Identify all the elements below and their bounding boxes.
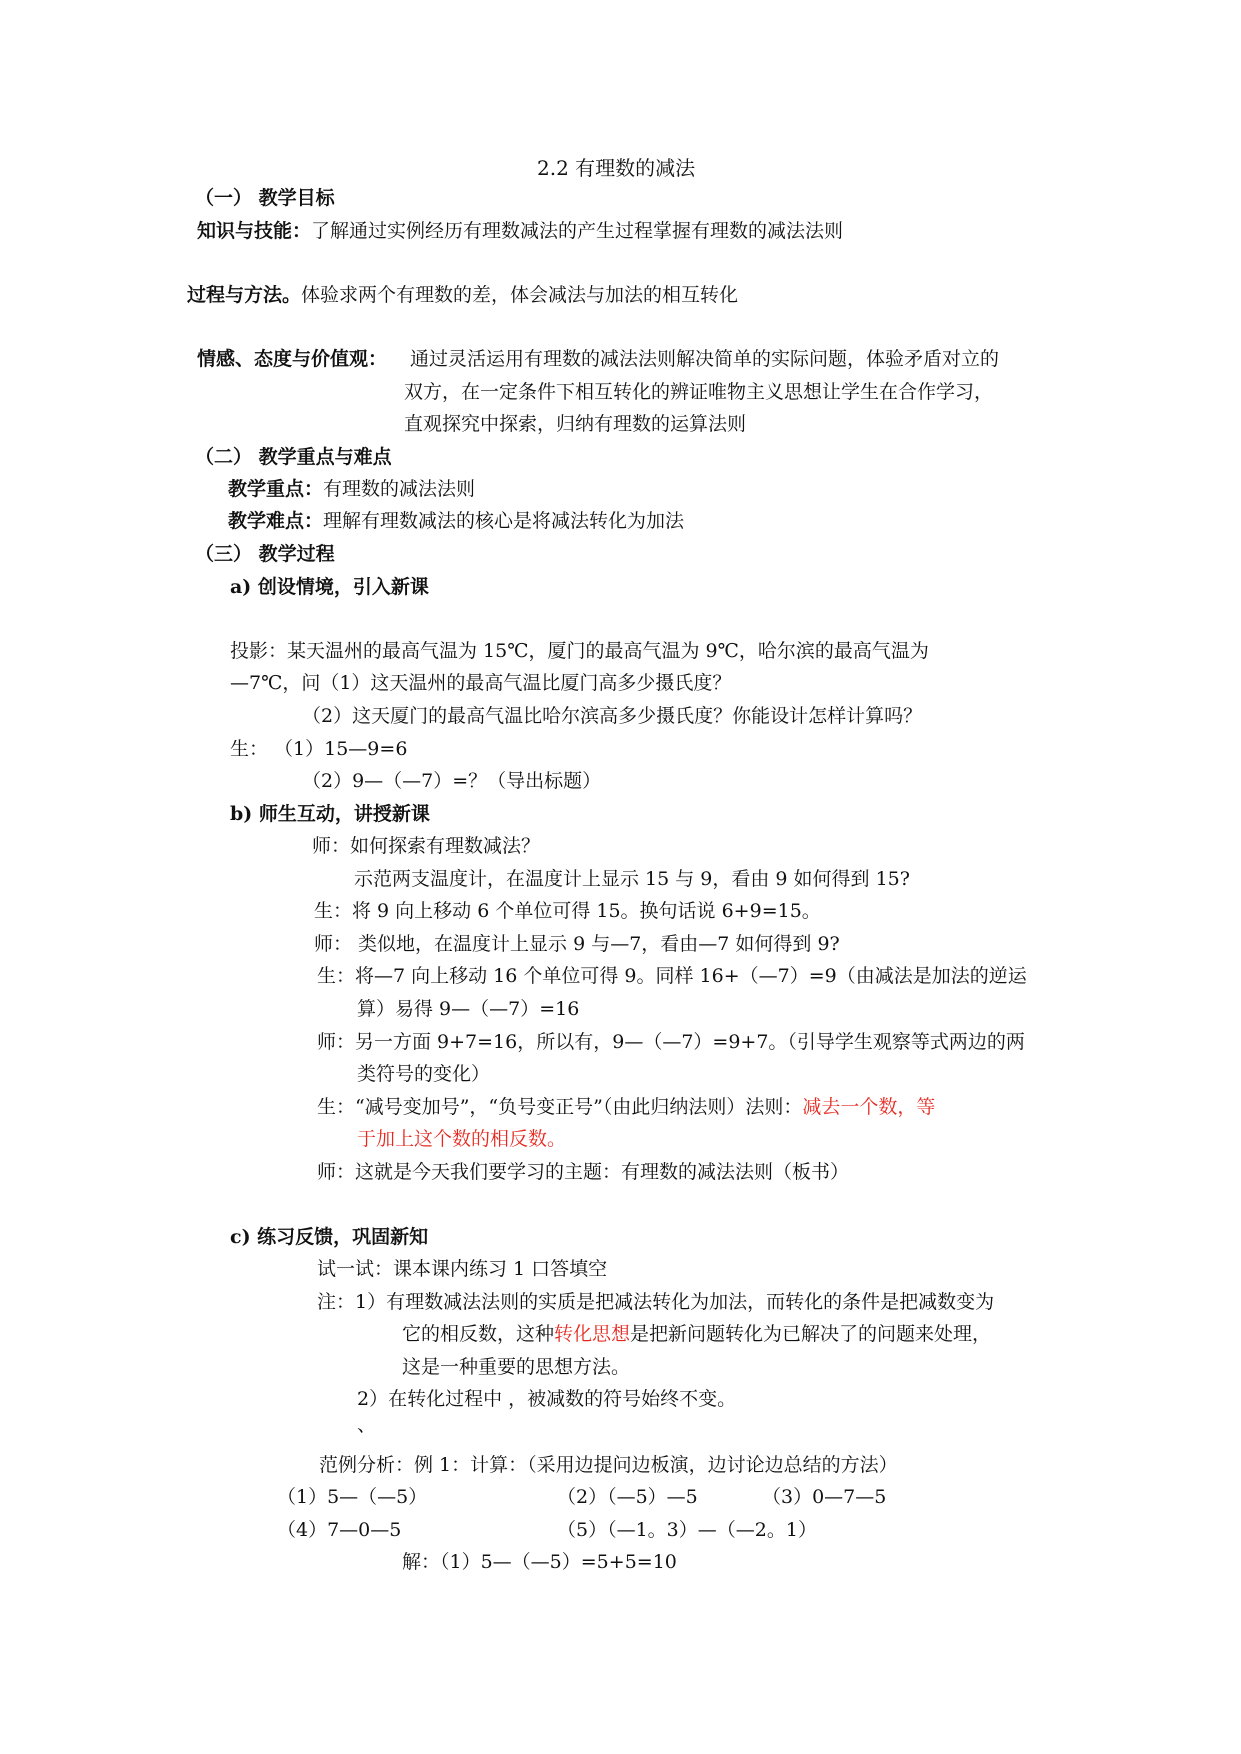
key-point-label: 教学重点：: [228, 478, 324, 500]
document-title: 2.2 有理数的减法: [537, 156, 696, 180]
section-heading-process: （三） 教学过程: [195, 543, 335, 565]
subsection-b-heading: b) 师生互动，讲授新课: [230, 803, 430, 825]
exercise-5: （5）（—1。3）—（—2。1）: [557, 1519, 817, 1541]
student-line-1: 生：将 9 向上移动 6 个单位可得 15。换句话说 6+9=15。: [314, 900, 821, 922]
process-method-line: [187, 282, 738, 308]
process-label: 过程与方法。: [187, 284, 302, 306]
difficult-point-text: 理解有理数减法的核心是将减法转化为加法: [323, 510, 685, 532]
key-point-line: [228, 476, 475, 502]
knowledge-label: 知识与技能：: [197, 220, 312, 242]
student-line-2-cont: 算）易得 9—（—7）=16: [357, 998, 580, 1020]
stray-mark: 、: [357, 1414, 377, 1436]
exercise-2: （2）（—5）—5: [557, 1486, 698, 1508]
teacher-line-4: 师：另一方面 9+7=16，所以有，9—（—7）=9+7。（引导学生观察等式两边的两: [317, 1031, 1025, 1053]
knowledge-skills-line: [197, 218, 843, 244]
key-point-text: 有理数的减法法则: [323, 478, 476, 500]
teacher-summary: 师：这就是今天我们要学习的主题：有理数的减法法则（板书）: [317, 1161, 850, 1183]
knowledge-text: 了解通过实例经历有理数减法的产生过程掌握有理数的减法法则: [311, 220, 844, 242]
projection-line-3: （2）这天厦门的最高气温比哈尔滨高多少摄氏度？你能设计怎样计算吗？: [302, 705, 923, 727]
example-intro: 范例分析：例 1：计算：（采用边提问边板演，边讨论边总结的方法）: [319, 1454, 898, 1476]
exercise-3: （3）0—7—5: [762, 1486, 887, 1508]
difficult-point-label: 教学难点：: [228, 510, 324, 532]
try-it-line: 试一试：课本课内练习 1 口答填空: [317, 1258, 608, 1280]
note-1-highlight: 转化思想: [554, 1323, 631, 1345]
section-heading-key-points: （二） 教学重点与难点: [195, 446, 392, 468]
exercise-4: （4）7—0—5: [277, 1519, 402, 1541]
section-heading-objectives: （一） 教学目标: [195, 187, 335, 209]
exercise-1: （1）5—（—5）: [277, 1486, 428, 1508]
subsection-a-heading: a) 创设情境，引入新课: [230, 576, 429, 598]
note-1-line-3: 这是一种重要的思想方法。: [402, 1356, 631, 1378]
emotion-text-1: 通过灵活运用有理数的减法法则解决简单的实际问题，体验矛盾对立的: [410, 348, 1000, 370]
solution-line: 解：（1）5—（—5）=5+5=10: [402, 1551, 677, 1573]
note-1-line-1: 注：1）有理数减法法则的实质是把减法转化为加法，而转化的条件是把减数变为: [317, 1291, 995, 1313]
rule-line: [317, 1094, 935, 1120]
note-1-prefix: 它的相反数，这种: [402, 1323, 555, 1345]
student-answer-2: （2）9—（—7）=？（导出标题）: [302, 770, 602, 792]
difficult-point-line: [228, 508, 684, 534]
emotion-text-2: 双方，在一定条件下相互转化的辨证唯物主义思想让学生在合作学习，: [404, 381, 994, 403]
note-1-suffix: 是把新问题转化为已解决了的问题来处理，: [630, 1323, 992, 1345]
teacher-line-1: 师：如何探索有理数减法？: [312, 835, 541, 857]
rule-highlight-2: 于加上这个数的相反数。: [357, 1128, 567, 1150]
note-1-line-2: [402, 1321, 991, 1347]
rule-highlight-1: 减去一个数，等: [802, 1096, 936, 1118]
student-answer-1: 生： （1）15—9=6: [230, 738, 408, 760]
subsection-c-heading: c) 练习反馈，巩固新知: [230, 1226, 429, 1248]
emotion-text-3: 直观探究中探索，归纳有理数的运算法则: [404, 413, 747, 435]
teacher-line-3: 师： 类似地，在温度计上显示 9 与—7，看由—7 如何得到 9?: [314, 933, 840, 955]
projection-line-2: —7℃，问（1）这天温州的最高气温比厦门高多少摄氏度？: [230, 672, 732, 694]
note-2-line: 2）在转化过程中 ，被减数的符号始终不变。: [357, 1388, 737, 1410]
projection-line-1: 投影：某天温州的最高气温为 15℃，厦门的最高气温为 9℃，哈尔滨的最高气温为: [230, 640, 929, 662]
teacher-line-2: 示范两支温度计，在温度计上显示 15 与 9，看由 9 如何得到 15?: [354, 868, 910, 890]
teacher-line-4-cont: 类符号的变化）: [357, 1063, 491, 1085]
student-line-2: 生：将—7 向上移动 16 个单位可得 9。同样 16+（—7）=9（由减法是加法的逆运: [317, 965, 1027, 987]
rule-prefix: 生：“减号变加号”，“负号变正号”（由此归纳法则）法则：: [317, 1096, 803, 1118]
process-text: 体验求两个有理数的差，体会减法与加法的相互转化: [301, 284, 739, 306]
emotion-label: 情感、态度与价值观：: [197, 348, 388, 370]
